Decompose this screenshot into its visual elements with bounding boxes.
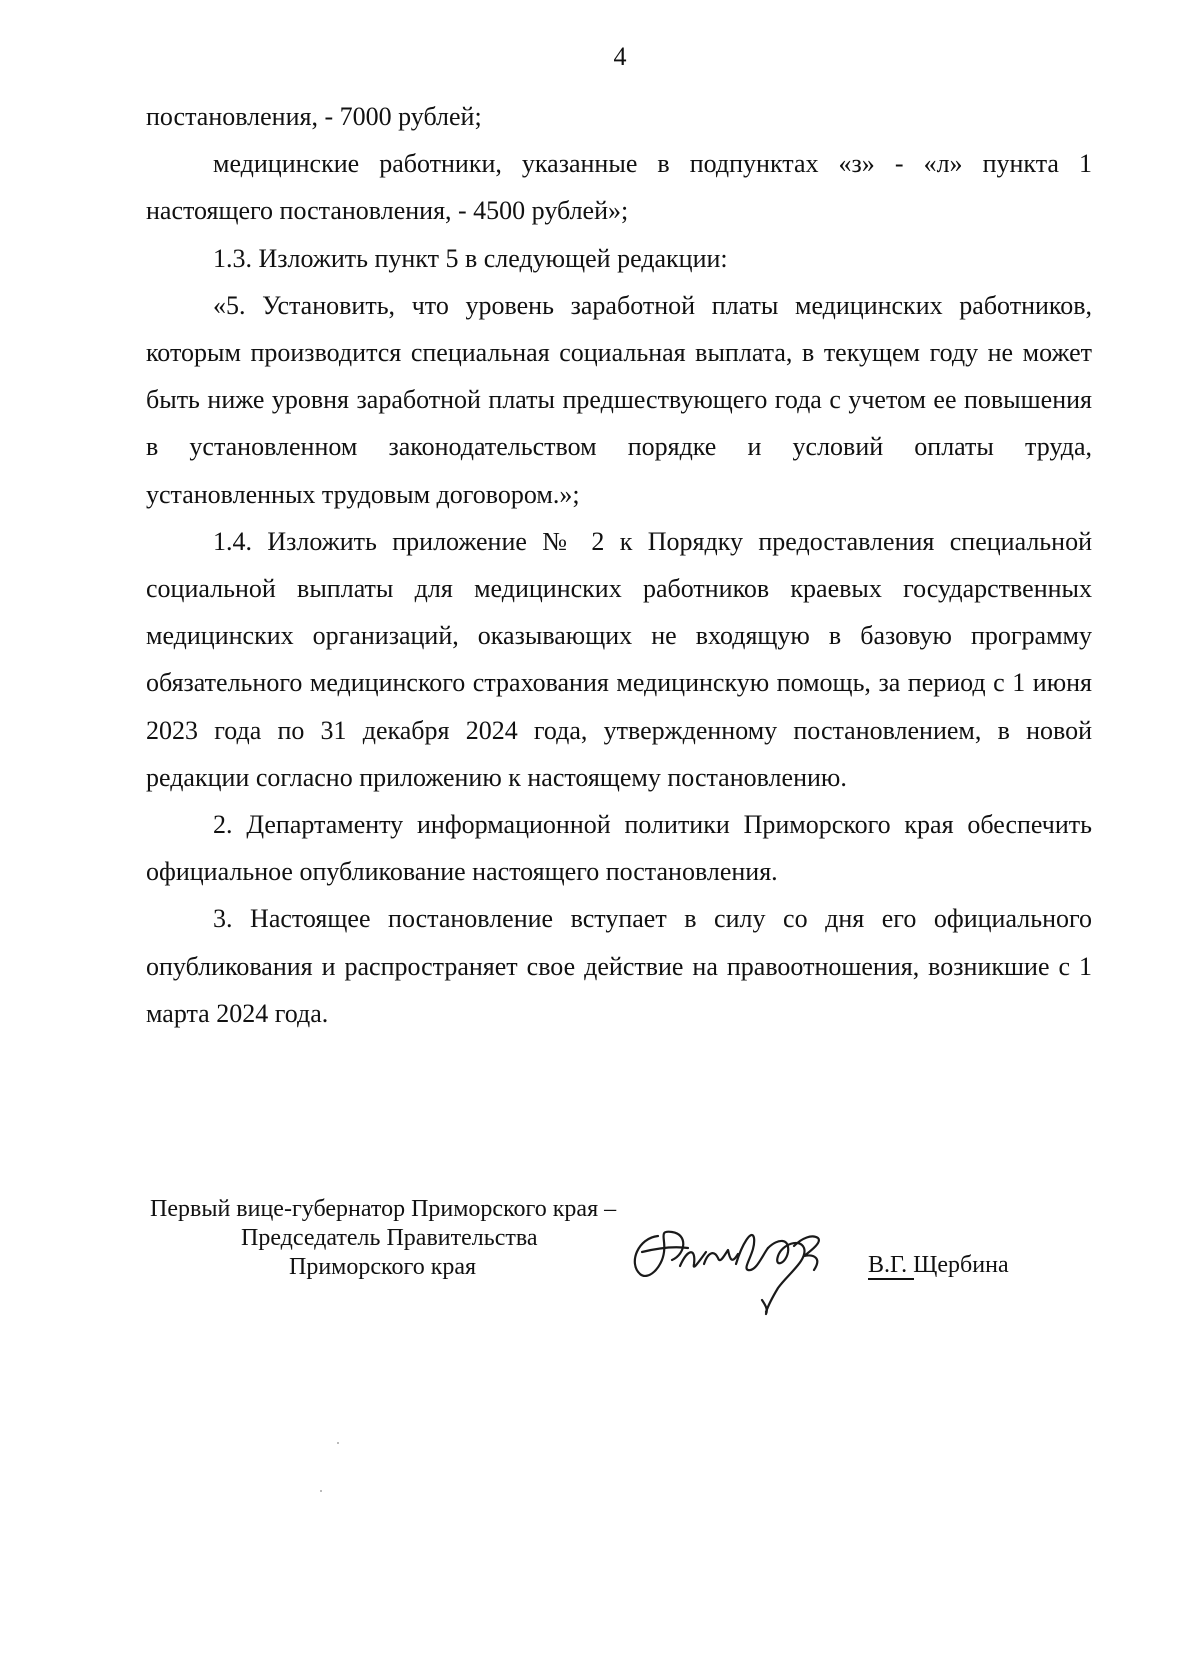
- paragraph-3: 3. Настоящее постановление вступает в силу со дня его официального опубликования и распространяет свое действие на правоотношения, возникшие с 1 марта 2024 года.: [146, 904, 1092, 1028]
- paragraph-1-3: 1.3. Изложить пункт 5 в следующей редакции:: [213, 243, 728, 273]
- signatory-position-line-3: Приморского края: [289, 1254, 477, 1280]
- scan-speck: [320, 1490, 322, 1492]
- page-number: 4: [613, 42, 627, 71]
- paragraph-1-4: 1.4. Изложить приложение № 2 к Порядку предоставления специальной социальной выплаты для медицинских работников краевых государственных медицинских организаций, оказывающих не входящую в базовую программу обязательного медицинского страхования медицинскую помощь, за период с 1 июня 2023 года по 31 декабря 2024 года, утвержденному постановлением, в новой редакции согласно приложению к настоящему постановлению.: [146, 526, 1092, 792]
- signatory-position: [150, 1195, 616, 1282]
- handwritten-signature: [628, 1208, 848, 1318]
- signatory-position-line-2: Председатель Правительства: [241, 1225, 538, 1251]
- paragraph-continuation: постановления, - 7000 рублей;: [146, 102, 482, 131]
- scan-speck: [337, 1442, 339, 1444]
- signatory-name: В.Г. Щербина: [868, 1252, 1009, 1278]
- document-body: [146, 93, 1092, 1037]
- paragraph-medical-workers: медицинские работники, указанные в подпунктах «з» - «л» пункта 1 настоящего постановления, - 4500 рублей»;: [146, 149, 1092, 226]
- paragraph-2: 2. Департаменту информационной политики Приморского края обеспечить официальное опубликование настоящего постановления.: [146, 810, 1092, 887]
- paragraph-point-5: «5. Установить, что уровень заработной платы медицинских работников, которым производится специальная социальная выплата, в текущем году не может быть ниже уровня заработной платы предшествующего года с учетом ее повышения в установленном законодательством порядке и условий оплаты труда, установленных трудовым договором.»;: [146, 290, 1092, 509]
- signatory-position-line-1: Первый вице-губернатор Приморского края –: [150, 1196, 617, 1222]
